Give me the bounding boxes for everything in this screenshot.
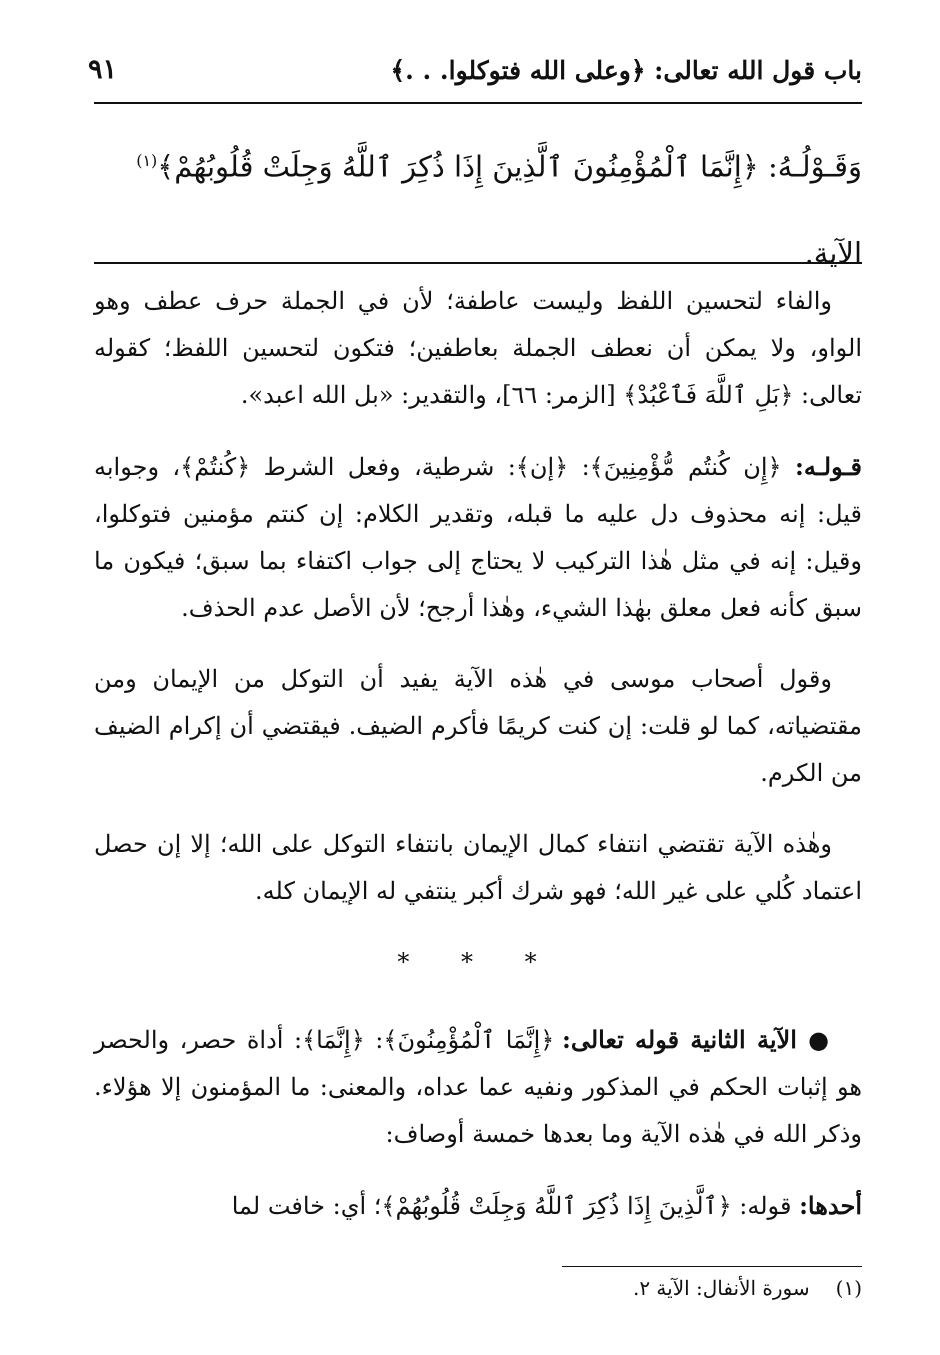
footnote-divider (562, 1266, 862, 1267)
paragraph-1: والفاء لتحسين اللفظ وليست عاطفة؛ لأن في الجملة حرف عطف وهو الواو، ولا يمكن أن نعطف الجملة بعاطفين؛ فتكون لتحسين اللفظ؛ كقوله تعالى: ﴿بَلِ ٱللَّهَ فَٱعْبُدْ﴾ [الزمر: ٦٦]، والتقدير: «بل الله اعبد». (94, 287, 862, 409)
running-header (88, 50, 862, 98)
paragraph-6 (94, 1182, 862, 1230)
header-divider (94, 102, 862, 104)
paragraph-3: وقول أصحاب موسى في هٰذه الآية يفيد أن التوكل من الإيمان ومن مقتضياته، كما لو قلت: إن كنت كريمًا فأكرم الضيف. فيقتضي أن إكرام الضيف من الكرم. (94, 665, 862, 787)
paragraph-5-text: ﴿إِنَّمَا ٱلْمُؤْمِنُونَ﴾: ﴿إِنَّمَا﴾: أداة حصر، والحصر هو إثبات الحكم في المذكور ونفيه عما عداه، والمعنى: ما المؤمنون إلا هؤلاء. وذكر الله في هٰذه الآية وما بعدها خمسة أوصاف: (94, 1026, 862, 1148)
verse-text: وَقَـوْلُـهُ: ﴿إِنَّمَا ٱلْمُؤْمِنُونَ ٱلَّذِينَ إِذَا ذُكِرَ ٱللَّهُ وَجِلَتْ قُلُوبُهُمْ﴾ (157, 149, 862, 184)
paragraph-4: وهٰذه الآية تقتضي انتفاء كمال الإيمان بانتفاء التوكل على الله؛ إلا إن حصل اعتماد كُلي على غير الله؛ فهو شرك أكبر ينتفي له الإيمان كله. (94, 830, 862, 905)
footnote-text: سورة الأنفال: الآية ٢. (632, 1276, 810, 1300)
paragraph-2-lead: قـولـه: (795, 452, 862, 481)
page-number: ٩١ (88, 54, 118, 85)
paragraph-5 (94, 1016, 862, 1158)
footnote-number: (١) (835, 1276, 862, 1300)
verse-tail: الآية. (804, 235, 862, 270)
commentary-body (94, 278, 862, 1254)
footnote-reference: (١) (136, 151, 158, 170)
paragraph-5-lead: ● الآية الثانية قوله تعالى: (562, 1025, 832, 1054)
paragraph-6-text: قوله: ﴿ٱلَّذِينَ إِذَا ذُكِرَ ٱللَّهُ وَجِلَتْ قُلُوبُهُمْ﴾؛ أي: خافت لما (231, 1192, 800, 1220)
footnote (633, 1276, 862, 1300)
paragraph-2-text: ﴿إِن كُنتُم مُّؤْمِنِينَ﴾: ﴿إن﴾: شرطية، وفعل الشرط ﴿كُنتُمْ﴾، وجوابه قيل: إنه محذوف دل عليه ما قبله، وتقدير الكلام: إن كنتم مؤمنين فتوكلوا، وقيل: إنه في مثل هٰذا التركيب لا يحتاج إلى جواب اكتفاء بما سبق؛ فيكون ما سبق كأنه فعل معلق بهٰذا الشيء، وهٰذا أرجح؛ لأن الأصل عدم الحذف. (94, 453, 862, 622)
paragraph-6-lead: أحدها: (799, 1191, 862, 1220)
section-separator-stars: * * * (397, 948, 559, 976)
chapter-title: باب قول الله تعالى: ﴿وعلى الله فتوكلوا. . .﴾ (390, 56, 862, 85)
quoted-verse (94, 118, 862, 296)
paragraph-2 (94, 443, 862, 632)
section-divider (94, 262, 862, 264)
